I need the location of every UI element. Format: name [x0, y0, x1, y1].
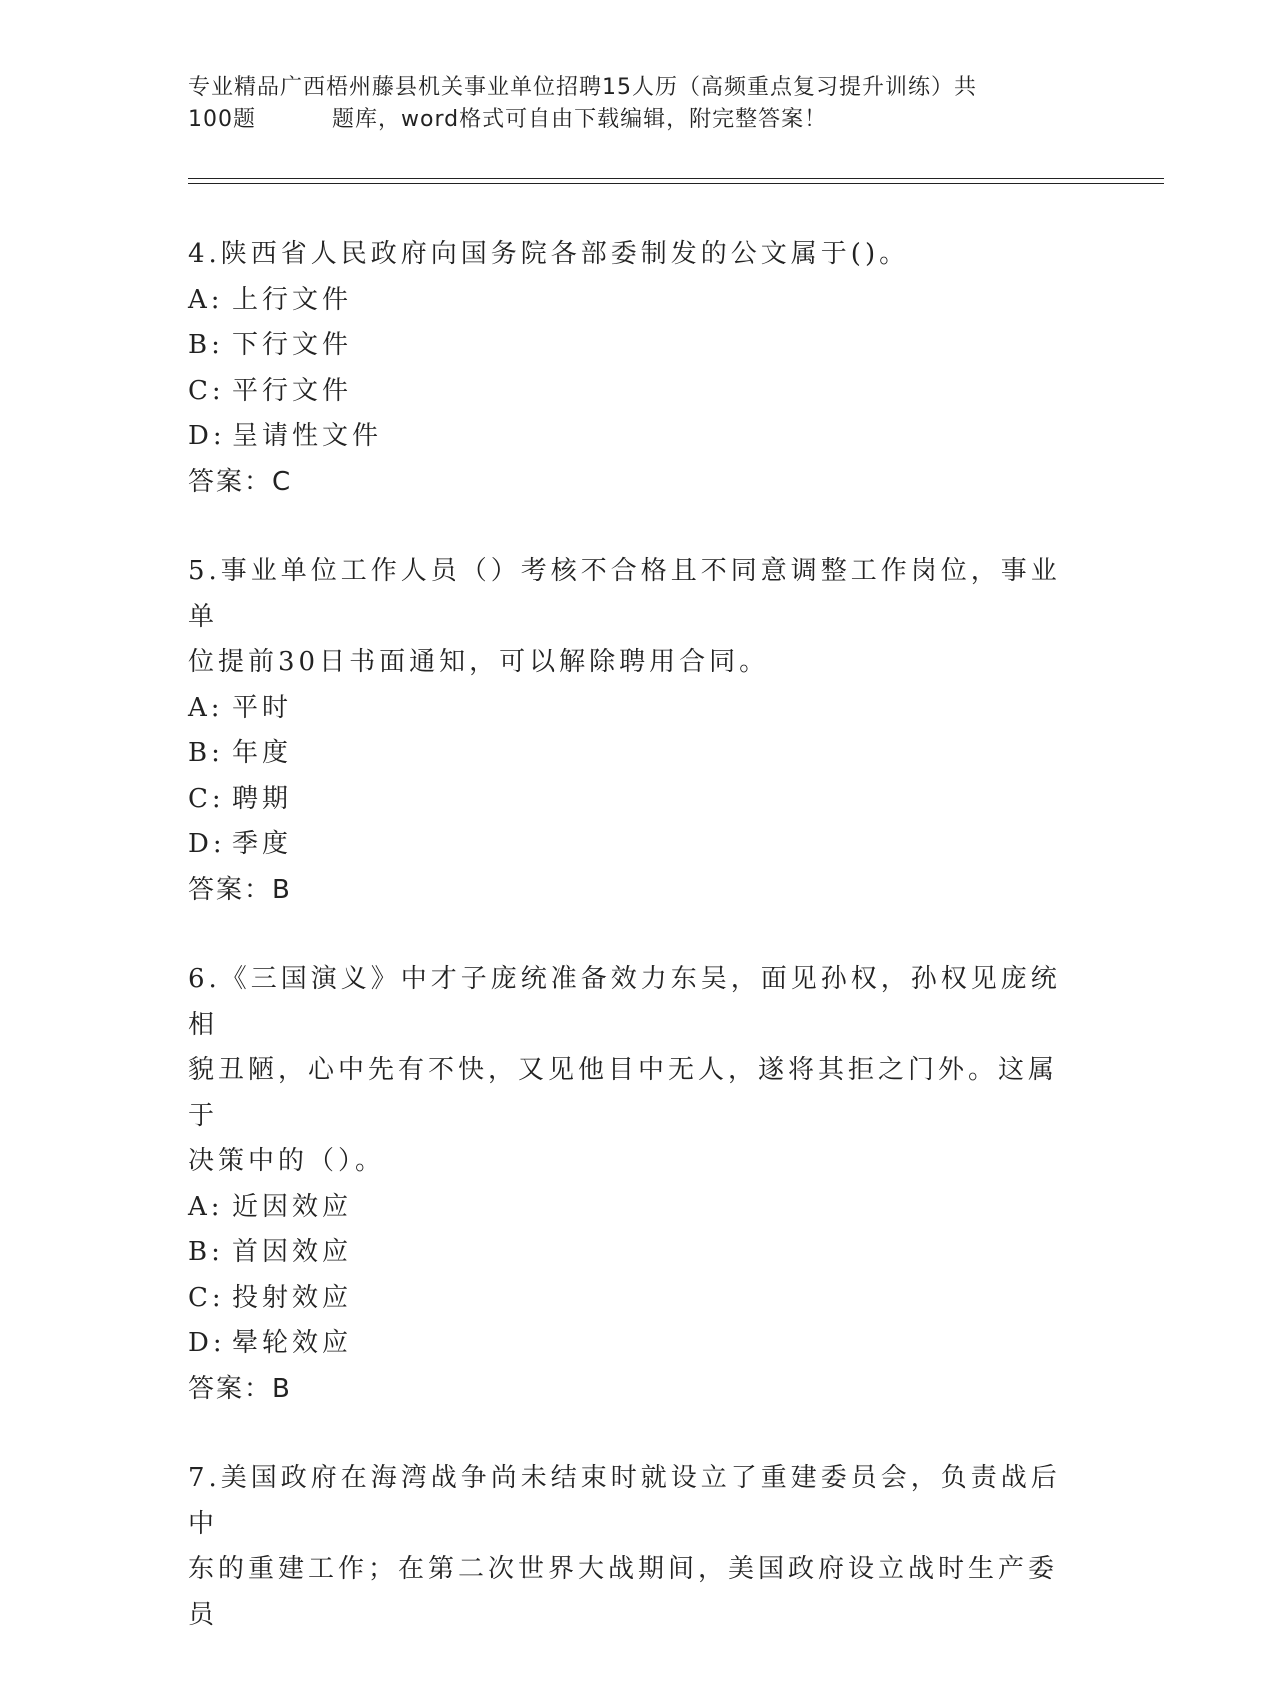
header-divider-top [188, 178, 1164, 179]
header-line-2-count: 100题 [188, 107, 256, 132]
answer: 答案：B [188, 1373, 292, 1404]
header-divider-bottom [188, 183, 1164, 184]
header-line-2-desc: 题库，word格式可自由下载编辑，附完整答案！ [332, 107, 828, 132]
question-4 [188, 232, 1078, 505]
option-d: D: 季度 [188, 829, 293, 859]
option-a: A: 近因效应 [188, 1191, 353, 1222]
option-d: D: 呈请性文件 [188, 421, 383, 451]
answer: 答案：C [188, 466, 293, 497]
question-stem: 6.《三国演义》中才子庞统准备效力东吴，面见孙权，孙权见庞统相 貌丑陋，心中先有不快，又见他目中无人，遂将其拒之门外。这属于 决策中的（）。 [188, 964, 1061, 1176]
question-stem: 4.陕西省人民政府向国务院各部委制发的公文属于()。 [188, 239, 910, 269]
header-line-2 [188, 104, 1068, 136]
question-list [188, 232, 1078, 1682]
option-c: C: 平行文件 [188, 375, 353, 406]
option-b: B: 年度 [188, 738, 293, 768]
question-stem: 7.美国政府在海湾战争尚未结束时就设立了重建委员会，负责战后中 东的重建工作；在第二次世界大战期间，美国政府设立战时生产委员 [188, 1463, 1061, 1630]
option-a: A: 上行文件 [188, 284, 353, 315]
answer: 答案：B [188, 874, 292, 905]
question-5 [188, 549, 1078, 913]
question-7 [188, 1456, 1078, 1638]
option-b: B: 首因效应 [188, 1237, 353, 1267]
question-6 [188, 957, 1078, 1412]
header-line-1: 专业精品广西梧州藤县机关事业单位招聘15人历（高频重点复习提升训练）共 [188, 75, 977, 100]
option-c: C: 投射效应 [188, 1282, 353, 1313]
option-b: B: 下行文件 [188, 330, 353, 360]
option-c: C: 聘期 [188, 783, 293, 814]
question-stem: 5.事业单位工作人员（）考核不合格且不同意调整工作岗位，事业单 位提前30日书面通知，可以解除聘用合同。 [188, 556, 1061, 677]
option-a: A: 平时 [188, 692, 293, 723]
option-d: D: 晕轮效应 [188, 1328, 353, 1358]
document-header [188, 72, 1068, 136]
